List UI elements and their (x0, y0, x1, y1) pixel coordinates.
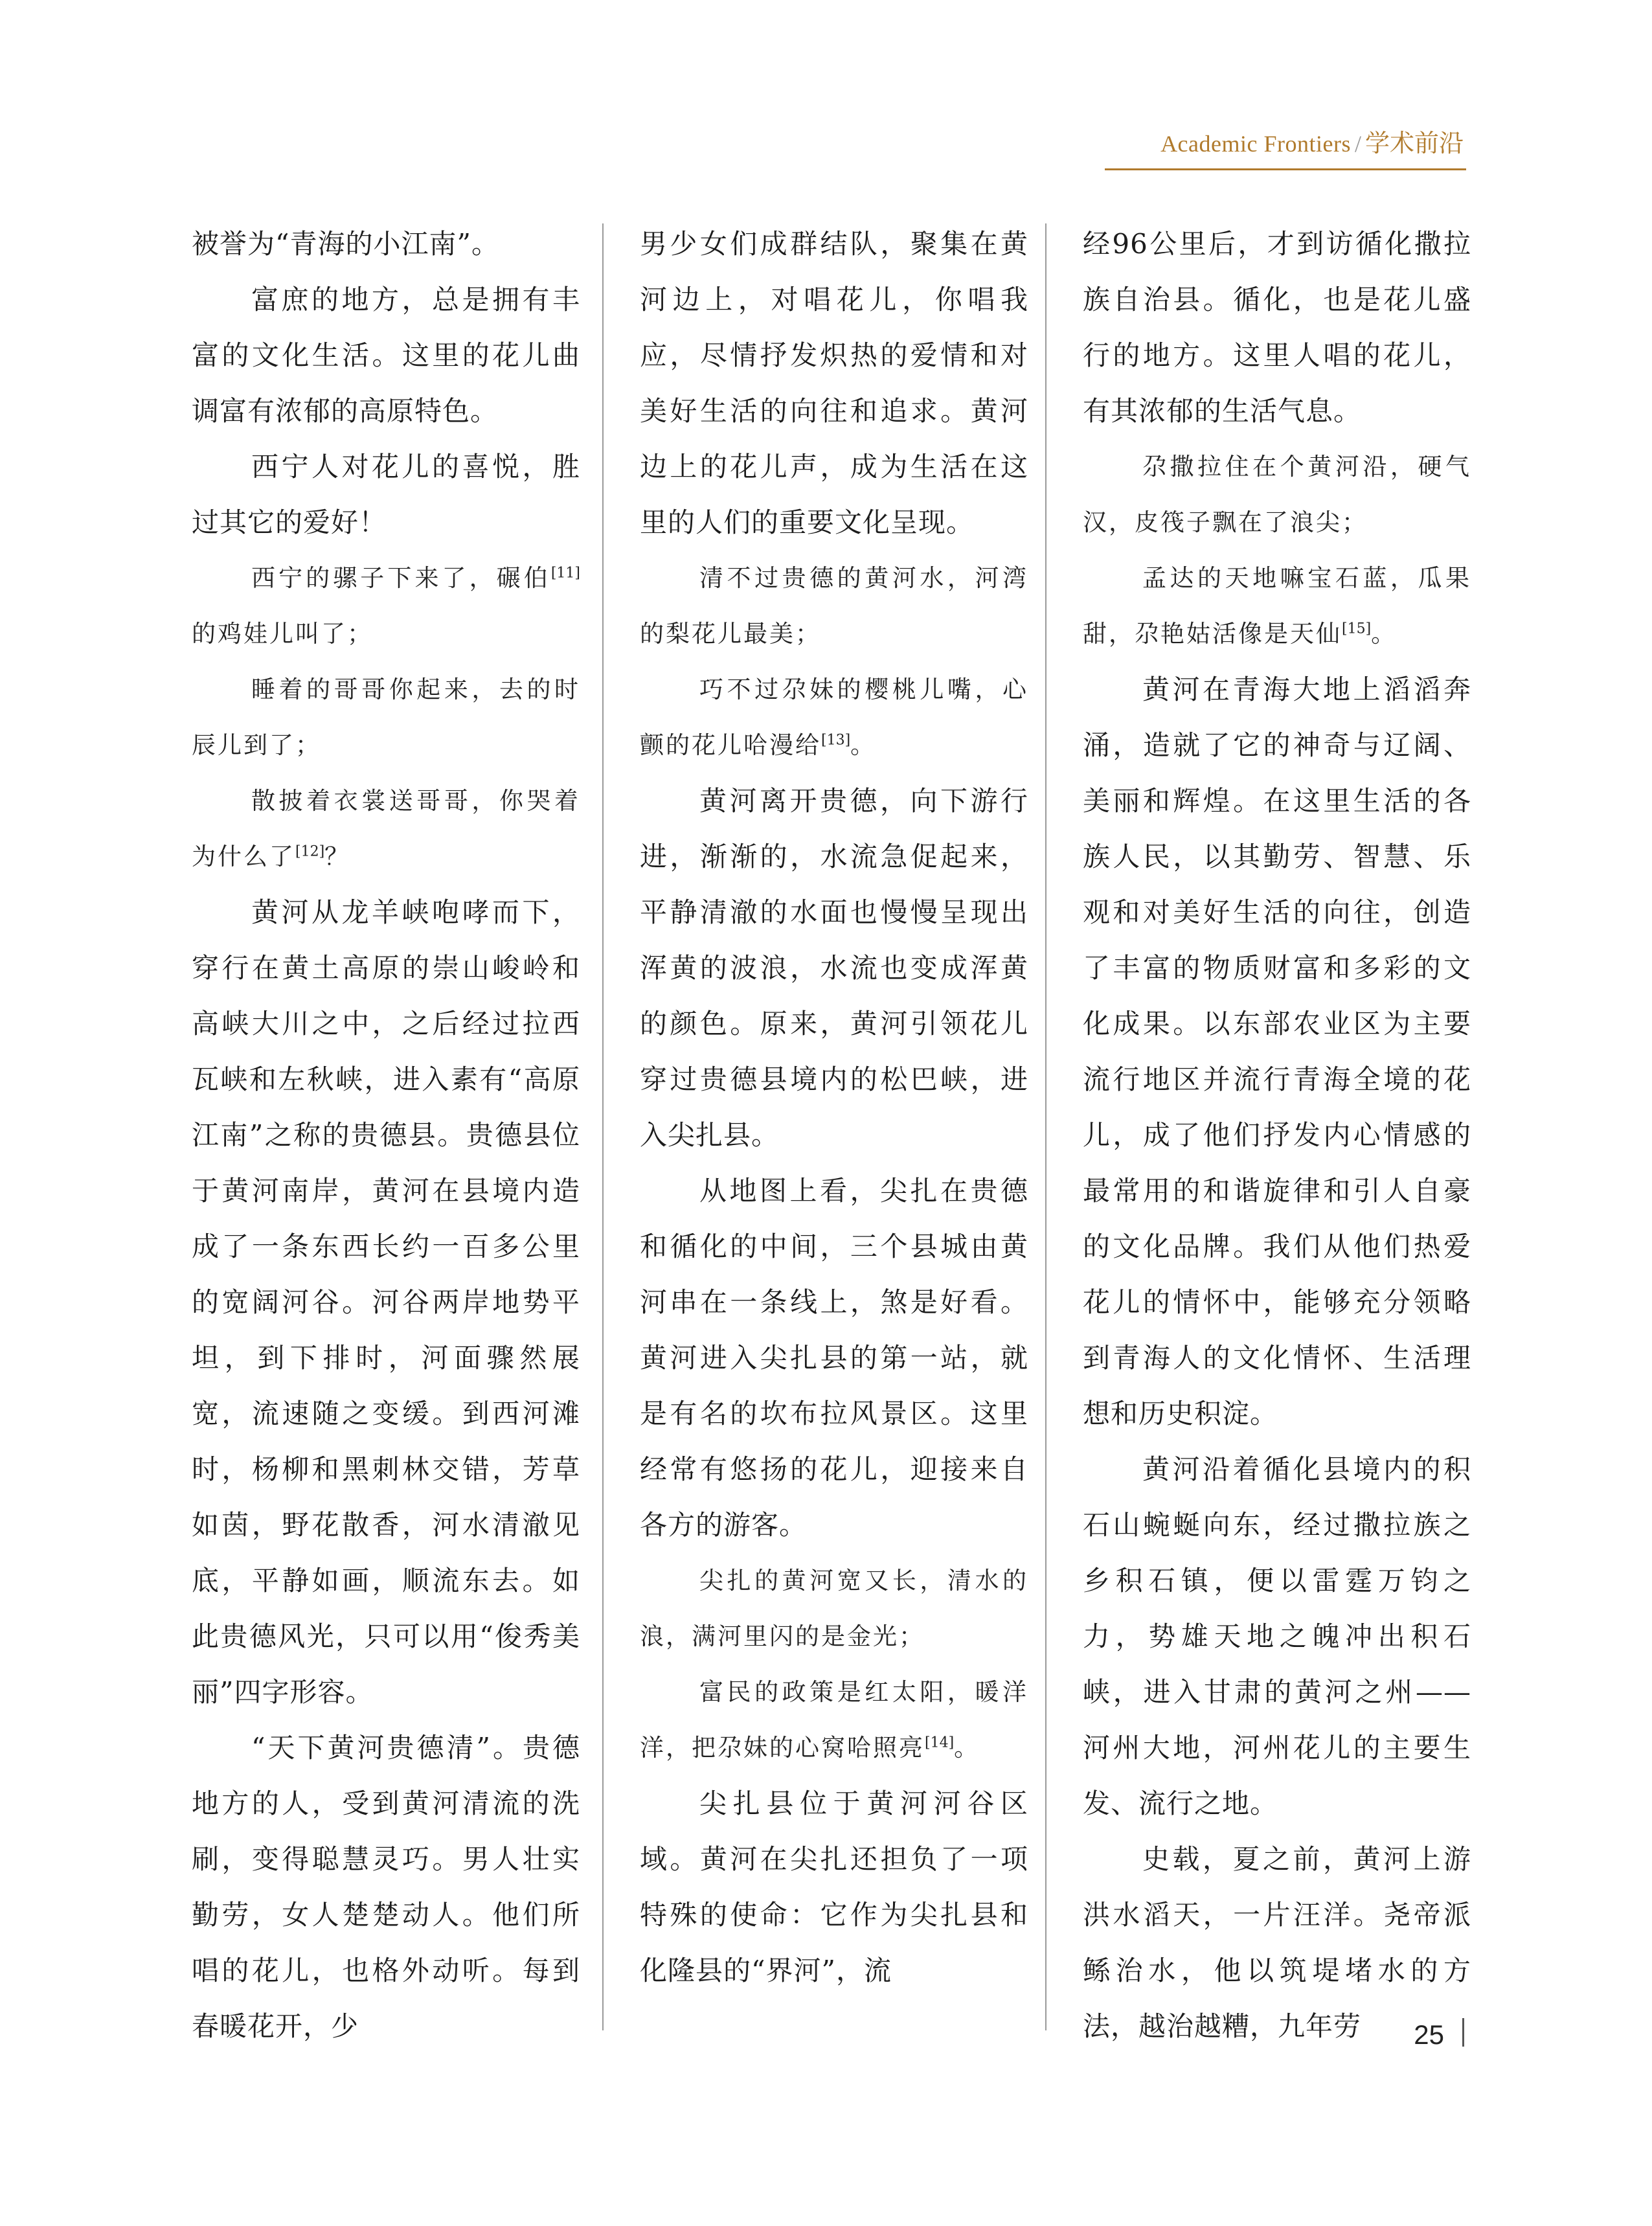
page-number: 25 (1414, 2019, 1444, 2050)
column-divider (602, 223, 604, 2030)
header-chinese-title: 学术前沿 (1364, 129, 1464, 157)
text-run: 睡着的哥哥你起来，去的时辰儿到了； (192, 676, 580, 759)
paragraph (1083, 662, 1471, 1442)
text-run: 史载，夏之前，黄河上游洪水滔天，一片汪洋。尧帝派鲧治水，他以筑堤堵水的方法，越治越糟，九年劳 (1083, 1843, 1471, 2042)
text-run: 尕撒拉住在个黄河沿，硬气汉，皮筏子飘在了浪尖； (1083, 453, 1471, 536)
verse-line (640, 1664, 1028, 1776)
text-run: 散披着衣裳送哥哥，你哭着为什么了 (192, 787, 580, 870)
running-header (1101, 123, 1464, 168)
paragraph (192, 885, 580, 1720)
paragraph (1083, 216, 1471, 439)
header-underline (1105, 168, 1466, 170)
verse-line (1083, 551, 1471, 662)
verse-line (1083, 439, 1471, 551)
text-run: 尖扎的黄河宽又长，清水的浪，满河里闪的是金光； (640, 1567, 1028, 1650)
text-column-1 (192, 216, 580, 2054)
page-number-tick (1462, 2018, 1464, 2047)
text-run: 被誉为“青海的小江南”。 (192, 228, 499, 260)
header-english-title: Academic Frontiers (1160, 131, 1351, 157)
text-run-tail: ？ (324, 843, 351, 870)
text-run: 经96公里后，才到访循化撒拉族自治县。循化，也是花儿盛行的地方。这里人唱的花儿，有其浓郁的生活气息。 (1083, 228, 1471, 427)
text-run-tail: 。 (1371, 620, 1397, 648)
text-run: 黄河沿着循化县境内的积石山蜿蜒向东，经过撒拉族之乡积石镇，便以雷霆万钧之力，势雄天地之魄冲出积石峡，进入甘肃的黄河之州——河州大地，河州花儿的主要生发、流行之地。 (1083, 1453, 1471, 1819)
citation-ref: [13] (821, 732, 851, 749)
text-run: 西宁的骡子下来了，碾伯 (251, 564, 551, 592)
paragraph (640, 1163, 1028, 1553)
paragraph (192, 272, 580, 439)
verse-line (192, 773, 580, 885)
text-run: 从地图上看，尖扎在贵德和循化的中间，三个县城由黄河串在一条线上，煞是好看。黄河进入尖扎县的第一站，就是有名的坎布拉风景区。这里经常有悠扬的花儿，迎接来自各方的游客。 (640, 1175, 1028, 1541)
text-run: 孟达的天地嘛宝石蓝，瓜果甜，尕艳姑活像是天仙 (1083, 564, 1471, 648)
citation-ref: [11] (550, 565, 580, 582)
text-run: 清不过贵德的黄河水，河湾的梨花儿最美； (640, 564, 1028, 648)
header-separator: / (1354, 131, 1361, 157)
text-run: 黄河从龙羊峡咆哮而下，穿行在黄土高原的崇山峻岭和高峡大川之中，之后经过拉西瓦峡和左秋峡，进入素有“高原江南”之称的贵德县。贵德县位于黄河南岸，黄河在县境内造成了一条东西长约一百多公里的宽阔河谷。河谷两岸地势平坦，到下排时，河面骤然展宽，流速随之变缓。到西河滩时，杨柳和黑刺林交错，芳草如茵，野花散香，河水清澈见底，平静如画，顺流东去。如此贵德风光，只可以用“俊秀美丽”四字形容。 (192, 896, 580, 1708)
citation-ref: [12] (295, 843, 325, 860)
verse-line (640, 1553, 1028, 1664)
text-run: 尖扎县位于黄河河谷区域。黄河在尖扎还担负了一项特殊的使命：它作为尖扎县和化隆县的“界河”，流 (640, 1788, 1028, 1986)
paragraph (640, 773, 1028, 1163)
text-run-tail: 。 (954, 1734, 980, 1762)
text-run-tail: 的鸡娃儿叫了； (192, 620, 373, 648)
paragraph (192, 216, 580, 272)
verse-line (192, 551, 580, 662)
column-divider (1045, 223, 1047, 2030)
verse-line (192, 662, 580, 773)
text-run-tail: 。 (850, 731, 877, 759)
text-run: 西宁人对花儿的喜悦，胜过其它的爱好！ (192, 451, 580, 538)
text-run: “天下黄河贵德清”。贵德地方的人，受到黄河清流的洗刷，变得聪慧灵巧。男人壮实勤劳，女人楚楚动人。他们所唱的花儿，也格外动听。每到春暖花开，少 (192, 1732, 580, 2042)
paragraph (640, 1776, 1028, 1999)
paragraph (192, 1720, 580, 2054)
paragraph (640, 216, 1028, 551)
paragraph (192, 439, 580, 551)
citation-ref: [14] (925, 1734, 955, 1751)
text-run: 巧不过尕妹的樱桃儿嘴，心颤的花儿哈漫给 (640, 676, 1028, 759)
paragraph (1083, 1442, 1471, 1832)
verse-line (640, 551, 1028, 662)
text-run: 黄河在青海大地上滔滔奔涌，造就了它的神奇与辽阔、美丽和辉煌。在这里生活的各族人民，以其勤劳、智慧、乐观和对美好生活的向往，创造了丰富的物质财富和多彩的文化成果。以东部农业区为主要流行地区并流行青海全境的花儿，成了他们抒发内心情感的最常用的和谐旋律和引人自豪的文化品牌。我们从他们热爱花儿的情怀中，能够充分领略到青海人的文化情怀、生活理想和历史积淀。 (1083, 674, 1471, 1429)
text-run: 富民的政策是红太阳，暖洋洋，把尕妹的心窝哈照亮 (640, 1678, 1028, 1762)
text-run: 富庶的地方，总是拥有丰富的文化生活。这里的花儿曲调富有浓郁的高原特色。 (192, 284, 580, 427)
verse-line (640, 662, 1028, 773)
text-run: 男少女们成群结队，聚集在黄河边上，对唱花儿，你唱我应，尽情抒发炽热的爱情和对美好生活的向往和追求。黄河边上的花儿声，成为生活在这里的人们的重要文化呈现。 (640, 228, 1028, 538)
text-column-2 (640, 216, 1028, 1999)
text-column-3 (1083, 216, 1471, 2054)
text-run: 黄河离开贵德，向下游行进，渐渐的，水流急促起来，平静清澈的水面也慢慢呈现出浑黄的波浪，水流也变成浑黄的颜色。原来，黄河引领花儿穿过贵德县境内的松巴峡，进入尖扎县。 (640, 785, 1028, 1151)
citation-ref: [15] (1342, 620, 1372, 637)
